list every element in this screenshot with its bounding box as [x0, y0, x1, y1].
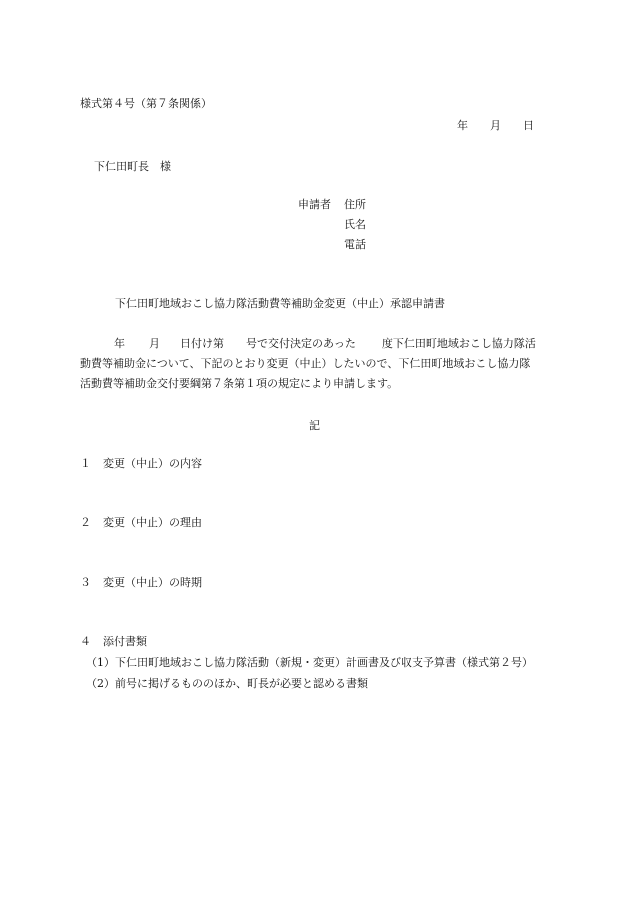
date-year: 年 [457, 119, 468, 132]
date-line [457, 119, 534, 133]
applicant-label: 申請者 [298, 198, 331, 211]
item-3 [80, 576, 202, 590]
form-number: 様式第４号（第７条関係） [80, 97, 212, 110]
body-paragraph [80, 334, 554, 394]
item-2-number: ２ [80, 516, 91, 529]
applicant-phone-label: 電話 [344, 238, 366, 251]
item-3-label: 変更（中止）の時期 [103, 576, 202, 589]
ki-heading: 記 [309, 419, 320, 432]
item-2 [80, 516, 202, 530]
applicant-name-label: 氏名 [344, 218, 366, 231]
date-month: 月 [490, 119, 501, 132]
item-4 [80, 635, 147, 649]
item-2-label: 変更（中止）の理由 [103, 516, 202, 529]
body-line-2: 動費等補助金について、下記のとおり変更（中止）したいので、下仁田町地域おこし協力隊 [80, 357, 531, 370]
item-1-number: １ [80, 457, 91, 470]
item-1 [80, 457, 202, 471]
item-1-label: 変更（中止）の内容 [103, 457, 202, 470]
attachment-1: （1）下仁田町地域おこし協力隊活動（新規・変更）計画書及び収支予算書（様式第２号） [86, 656, 533, 669]
item-4-label: 添付書類 [103, 635, 147, 648]
body-line-1: 年 月 日付け第 号で交付決定のあった 度下仁田町地域おこし協力隊活 [114, 337, 536, 350]
applicant-address-label: 住所 [344, 198, 366, 211]
attachment-2: （2）前号に掲げるもののほか、町長が必要と認める書類 [86, 677, 368, 690]
date-day: 日 [523, 119, 534, 132]
item-3-number: ３ [80, 576, 91, 589]
document-title: 下仁田町地域おこし協力隊活動費等補助金変更（中止）承認申請書 [115, 297, 445, 310]
body-line-3: 活動費等補助金交付要綱第７条第１項の規定により申請します。 [80, 377, 399, 390]
addressee: 下仁田町長 様 [94, 160, 171, 173]
item-4-number: ４ [80, 635, 91, 648]
